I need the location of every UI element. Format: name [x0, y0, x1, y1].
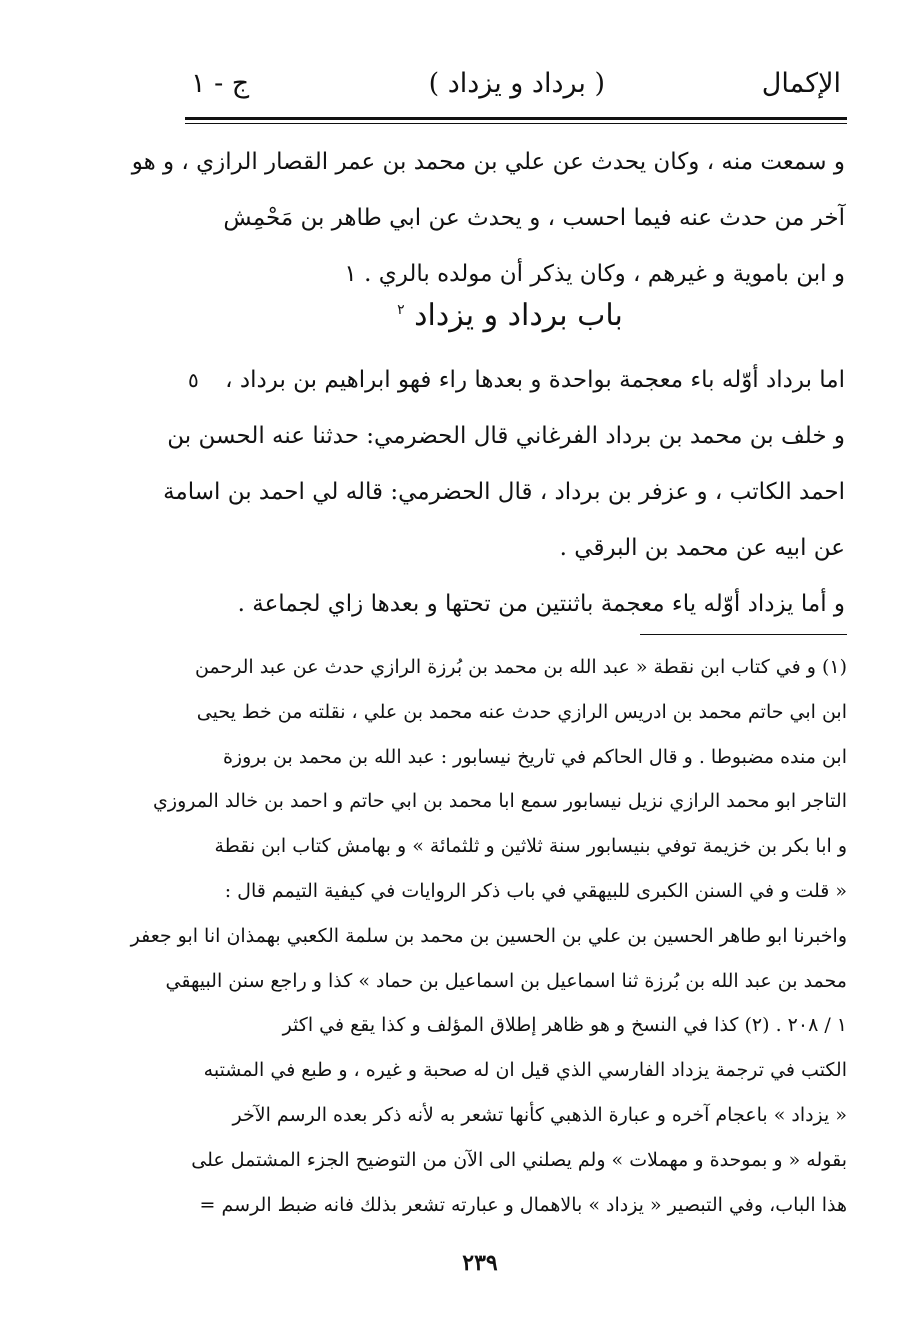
text-line: و أما يزداد أوّله ياء معجمة باثنتين من تحتها و بعدها زاي لجماعة . [237, 591, 845, 617]
footnotes [130, 645, 847, 1227]
text-line: و خلف بن محمد بن برداد الفرغاني قال الحضرمي: حدثنا عنه الحسن بن [167, 423, 845, 449]
text-line: و ابن باموية و غيرهم ، وكان يذكر أن مولده بالري . ١ [344, 261, 845, 287]
running-header [185, 62, 845, 112]
footnote-line: هذا الباب، وفي التبصير « يزداد » بالاهمال و عبارته تشعر بذلك فانه ضبط الرسم = [199, 1193, 847, 1216]
header-rule-thick [185, 117, 847, 120]
footnote-line: التاجر ابو محمد الرازي نزيل نيسابور سمع ابا محمد بن ابي حاتم و احمد بن خالد المروزي [153, 790, 847, 813]
text-line: و سمعت منه ، وكان يحدث عن علي بن محمد بن عمر القصار الرازي ، و هو [131, 149, 845, 175]
footnote-marker: ٢ [397, 302, 405, 318]
text-line: اما برداد أوّله باء معجمة بواحدة و بعدها راء فهو ابراهيم بن برداد ، [225, 367, 845, 393]
footnote-line: محمد بن عبد الله بن بُرزة ثنا اسماعيل بن اسماعيل بن حماد » كذا و راجع سنن البيهقي [165, 969, 847, 992]
footnote-line: و ابا بكر بن خزيمة توفي بنيسابور سنة ثلاثين و ثلثمائة » و بهامش كتاب ابن نقطة [214, 835, 847, 858]
chapter-heading-text: باب برداد و يزداد [414, 298, 623, 333]
volume-label: ج - ١ [191, 68, 250, 99]
footnote-line: « قلت و في السنن الكبرى للبيهقي في باب ذكر الروايات في كيفية التيمم قال : [224, 879, 847, 902]
text-line: احمد الكاتب ، و عزفر بن برداد ، قال الحضرمي: قاله لي احمد بن اسامة [163, 479, 845, 505]
footnote-line: ١ / ٢٠٨ . (٢) كذا في النسخ و هو ظاهر إطلاق المؤلف و كذا يقع في اكثر [282, 1014, 847, 1037]
text-line: آخر من حدث عنه فيما احسب ، و يحدث عن ابي طاهر بن مَحْمِش [223, 205, 845, 231]
footnote-line: ابن ابي حاتم محمد بن ادريس الرازي حدث عنه محمد بن علي ، نقلته من خط يحيى [196, 700, 847, 723]
footnote-line: ابن منده مضبوطا . و قال الحاكم في تاريخ نيسابور : عبد الله بن محمد بن بروزة [222, 745, 847, 768]
header-rule-thin [185, 123, 847, 124]
footnote-line: (١) و في كتاب ابن نقطة « عبد الله بن محمد بن بُرزة الرازي حدث عن عبد الرحمن [194, 656, 847, 678]
book-title: الإكمال [761, 68, 841, 99]
footnote-rule [640, 634, 847, 635]
chapter-heading [360, 298, 660, 333]
section-paragraph [163, 352, 845, 632]
intro-paragraph [131, 134, 845, 302]
footnote-line: « يزداد » باعجام آخره و عبارة الذهبي كأنها تشعر به لأنه ذكر بعده الرسم الآخر [232, 1103, 847, 1126]
text-line: عن ابيه عن محمد بن البرقي . [559, 535, 845, 561]
footnote-line: واخبرنا ابو طاهر الحسين بن علي بن الحسين بن محمد بن سلمة الكعبي بهمذان انا ابو جعفر [130, 924, 847, 947]
line-number: ٥ [188, 368, 199, 392]
page-number: ٢٣٩ [462, 1250, 498, 1276]
footnote-line: الكتب في ترجمة يزداد الفارسي الذي قيل ان له صحبة و غيره ، و طبع في المشتبه [203, 1059, 847, 1082]
footnote-line: بقوله « و بموحدة و مهملات » ولم يصلني الى الآن من التوضيح الجزء المشتمل على [191, 1148, 847, 1171]
chapter-title: ( برداد و يزداد ) [428, 68, 605, 99]
